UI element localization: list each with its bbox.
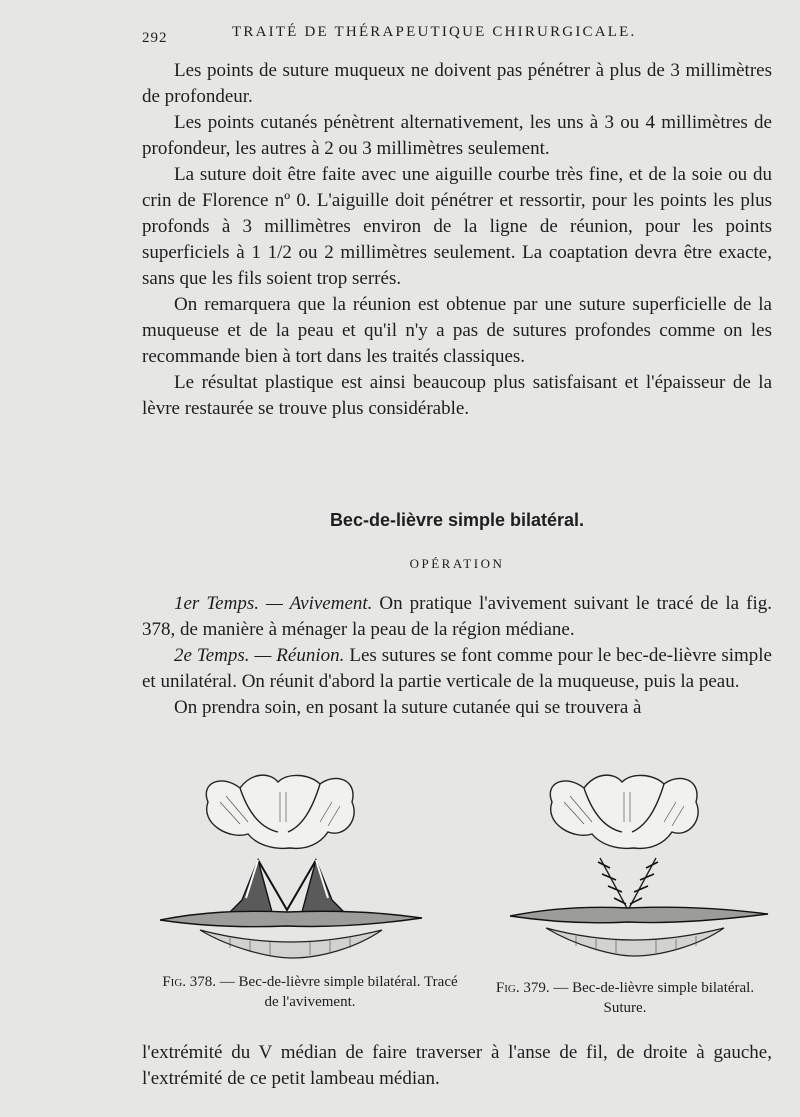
figure-caption-text: — Bec-de-lièvre simple bilatéral. Suture. [553,980,755,1016]
figure-378-caption [160,972,460,1012]
section-subtitle: OPÉRATION [409,556,505,571]
step-text: On pratique l'avivement suivant le tracé de la fig. 378, de manière à ménager la peau de la région médiane. [142,593,772,640]
running-title: TRAITÉ DE THÉRAPEUTIQUE CHIRURGICALE. [232,24,637,40]
page-number: 292 [142,30,168,46]
step-paragraph [142,591,772,643]
figure-label: Fig. 379. [495,980,550,996]
paragraph: Les points de suture muqueux ne doivent pas pénétrer à plus de 3 millimètres de profondeur. [142,60,772,107]
step-text: Les sutures se font comme pour le bec-de-lièvre simple et unilatéral. On réunit d'abord la partie verticale de la muqueuse, puis la peau. [142,645,772,692]
figure-379-illustration [510,762,770,967]
step-label: 1er Temps. — Avivement. [174,593,373,614]
paragraph: Le résultat plastique est ainsi beaucoup plus satisfaisant et l'épaisseur de la lèvre restaurée se trouve plus considérable. [142,372,772,419]
figure-label: Fig. 378. [162,974,217,990]
figure-caption-text: — Bec-de-lièvre simple bilatéral. Tracé de l'avivement. [219,974,458,1010]
step-label: 2e Temps. — Réunion. [174,645,345,666]
step-paragraph [142,643,772,695]
paragraph: On remarquera que la réunion est obtenue par une suture superficielle de la muqueuse et de la peau et qu'il n'y a pas de sutures profondes comme on les recommande bien à tort dans les traités classiques. [142,294,772,367]
figure-378-illustration [160,762,425,967]
body-text-operation [142,591,772,721]
paragraph: Les points cutanés pénètrent alternativement, les uns à 3 ou 4 millimètres de profondeur, les autres à 2 ou 3 millimètres seulement. [142,112,772,159]
body-text-top [142,58,772,422]
body-text-bottom [142,1040,772,1092]
paragraph: l'extrémité du V médian de faire traverser à l'anse de fil, de droite à gauche, l'extrémité de ce petit lambeau médian. [142,1042,772,1089]
figure-379-caption [475,978,775,1018]
section-title: Bec-de-lièvre simple bilatéral. [329,510,585,530]
paragraph: On prendra soin, en posant la suture cutanée qui se trouvera à [174,697,642,718]
page-header [142,22,772,46]
paragraph: La suture doit être faite avec une aiguille courbe très fine, et de la soie ou du crin de Florence nº 0. L'aiguille doit pénétrer et ressortir, pour les points les plus profonds à 3 millimètres environ de la ligne de réunion, pour les points superficiels à 1 1/2 ou 2 millimètres seulement. La coaptation devra être exacte, sans que les fils soient trop serrés. [142,164,772,289]
